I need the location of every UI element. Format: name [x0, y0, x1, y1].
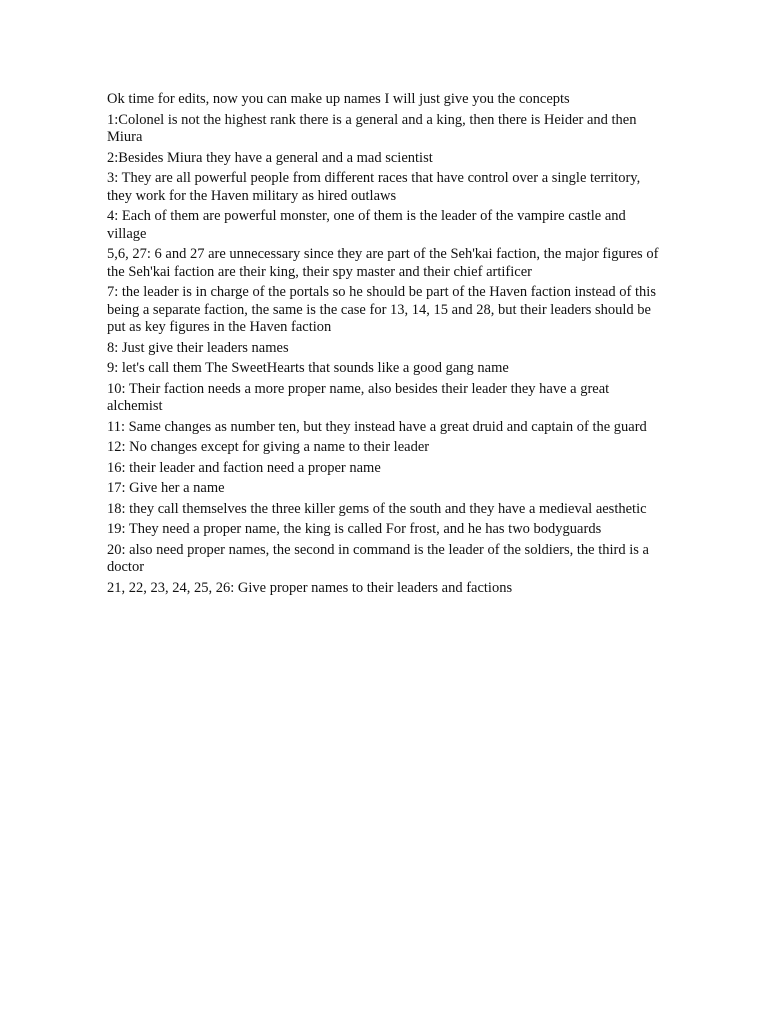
- paragraph-item-3: 3: They are all powerful people from different races that have control over a single territory, they work for the Haven military as hired outlaws: [107, 170, 641, 204]
- paragraph-item-16: 16: their leader and faction need a proper name: [107, 459, 381, 476]
- paragraph-item-2: 2:Besides Miura they have a general and a mad scientist: [107, 149, 433, 166]
- paragraph-item-11: 11: Same changes as number ten, but they instead have a great druid and captain of the guard: [107, 418, 647, 435]
- paragraph-item-12: 12: No changes except for giving a name to their leader: [107, 439, 430, 455]
- paragraph-item-4: 4: Each of them are powerful monster, one of them is the leader of the vampire castle and village: [107, 208, 626, 242]
- paragraph-item-18: 18: they call themselves the three killer gems of the south and they have a medieval aesthetic: [107, 500, 647, 517]
- paragraph-item-7: 7: the leader is in charge of the portals so he should be part of the Haven faction instead of this being a separate faction, the same is the case for 13, 14, 15 and 28, but their leaders should be put as key figures in the Haven faction: [107, 284, 656, 335]
- paragraph-item-19: 19: They need a proper name, the king is called For frost, and he has two bodyguards: [107, 521, 602, 537]
- paragraph-item-17: 17: Give her a name: [107, 480, 225, 496]
- paragraph-item-20: 20: also need proper names, the second in command is the leader of the soldiers, the third is a doctor: [107, 541, 649, 575]
- paragraph-item-8: 8: Just give their leaders names: [107, 339, 289, 356]
- paragraph-item-10: 10: Their faction needs a more proper name, also besides their leader they have a great alchemist: [107, 380, 610, 414]
- paragraph-intro: Ok time for edits, now you can make up names I will just give you the concepts: [107, 91, 570, 107]
- paragraph-item-1: 1:Colonel is not the highest rank there is a general and a king, then there is Heider and then Miura: [107, 111, 637, 145]
- paragraph-item-21-26: 21, 22, 23, 24, 25, 26: Give proper names to their leaders and factions: [107, 579, 513, 596]
- paragraph-item-5-6-27: 5,6, 27: 6 and 27 are unnecessary since they are part of the Seh'kai faction, the major figures of the Seh'kai faction are their king, their spy master and their chief artificer: [107, 246, 659, 280]
- paragraph-item-9: 9: let's call them The SweetHearts that sounds like a good gang name: [107, 360, 509, 376]
- document-body: [107, 91, 663, 600]
